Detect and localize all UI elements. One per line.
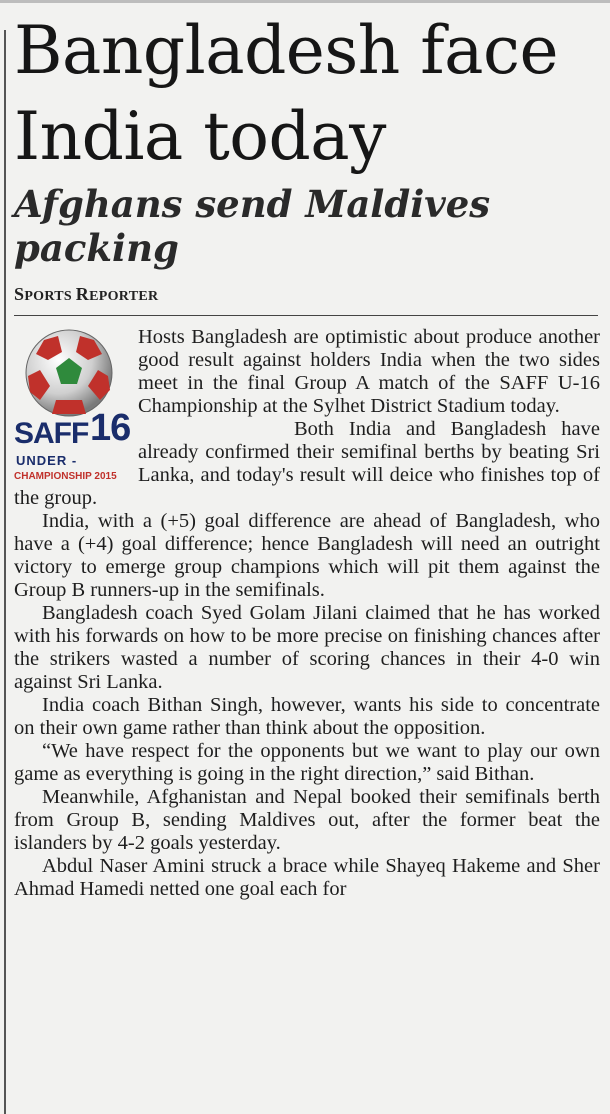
paragraph: Hosts Bangladesh are optimistic about produce another good result against holders India when the two sides meet in the final Group A match of the SAFF U-16 Championship at the Sylhet District Stadium today. — [138, 326, 600, 417]
paragraph: Abdul Naser Amini struck a brace while Shayeq Hakeme and Sher Ahmad Hamedi netted one goal each for — [14, 855, 600, 900]
byline — [14, 284, 600, 305]
headline: Bangladesh face India today — [14, 12, 559, 175]
column-rule — [4, 30, 6, 1114]
byline-initial-1: S — [14, 284, 25, 304]
article-body — [14, 326, 600, 901]
paragraph: India, with a (+5) goal difference are ahead of Bangladesh, who have a (+4) goal difference; hence Bangladesh will need an outright victory to emerge group champions which will pit them against the Group B runners-up in the semifinals. — [14, 510, 600, 601]
article — [14, 8, 600, 901]
football-icon — [24, 328, 114, 418]
logo-saff-word: SAFF — [14, 417, 89, 450]
logo-championship-text: CHAMPIONSHIP 2015 — [14, 471, 117, 482]
paragraph: Meanwhile, Afghanistan and Nepal booked their semifinals berth from Group B, sending Maldives out, after the former beat the islanders by 4-2 goals yesterday. — [14, 786, 600, 854]
byline-rest-1: PORTS — [24, 289, 76, 304]
paragraph: India coach Bithan Singh, however, wants his side to concentrate on their own game rather than think about the opposition. — [14, 694, 600, 739]
paragraph: Both India and Bangladesh have already confirmed their semifinal berths by beating Sri Lanka, and today's result will deice who finishes top of the group. — [14, 418, 600, 509]
logo-under-text: UNDER - — [16, 453, 78, 468]
byline-rest-2: EPORTER — [89, 289, 159, 304]
logo-number: 16 — [90, 407, 131, 449]
saff-logo — [14, 328, 131, 482]
byline-divider — [14, 315, 598, 316]
subheadline: Afghans send Maldives packing — [14, 182, 491, 270]
paragraph: “We have respect for the opponents but we want to play our own game as everything is going in the right direction,” said Bithan. — [14, 740, 600, 785]
paragraph: Bangladesh coach Syed Golam Jilani claimed that he has worked with his forwards on how to be more precise on finishing chances after the strikers wasted a number of scoring chances in their 4-0 win against Sri Lanka. — [14, 602, 600, 693]
logo-saff-text — [14, 407, 131, 450]
top-rule — [0, 0, 610, 3]
byline-initial-2: R — [75, 284, 90, 304]
